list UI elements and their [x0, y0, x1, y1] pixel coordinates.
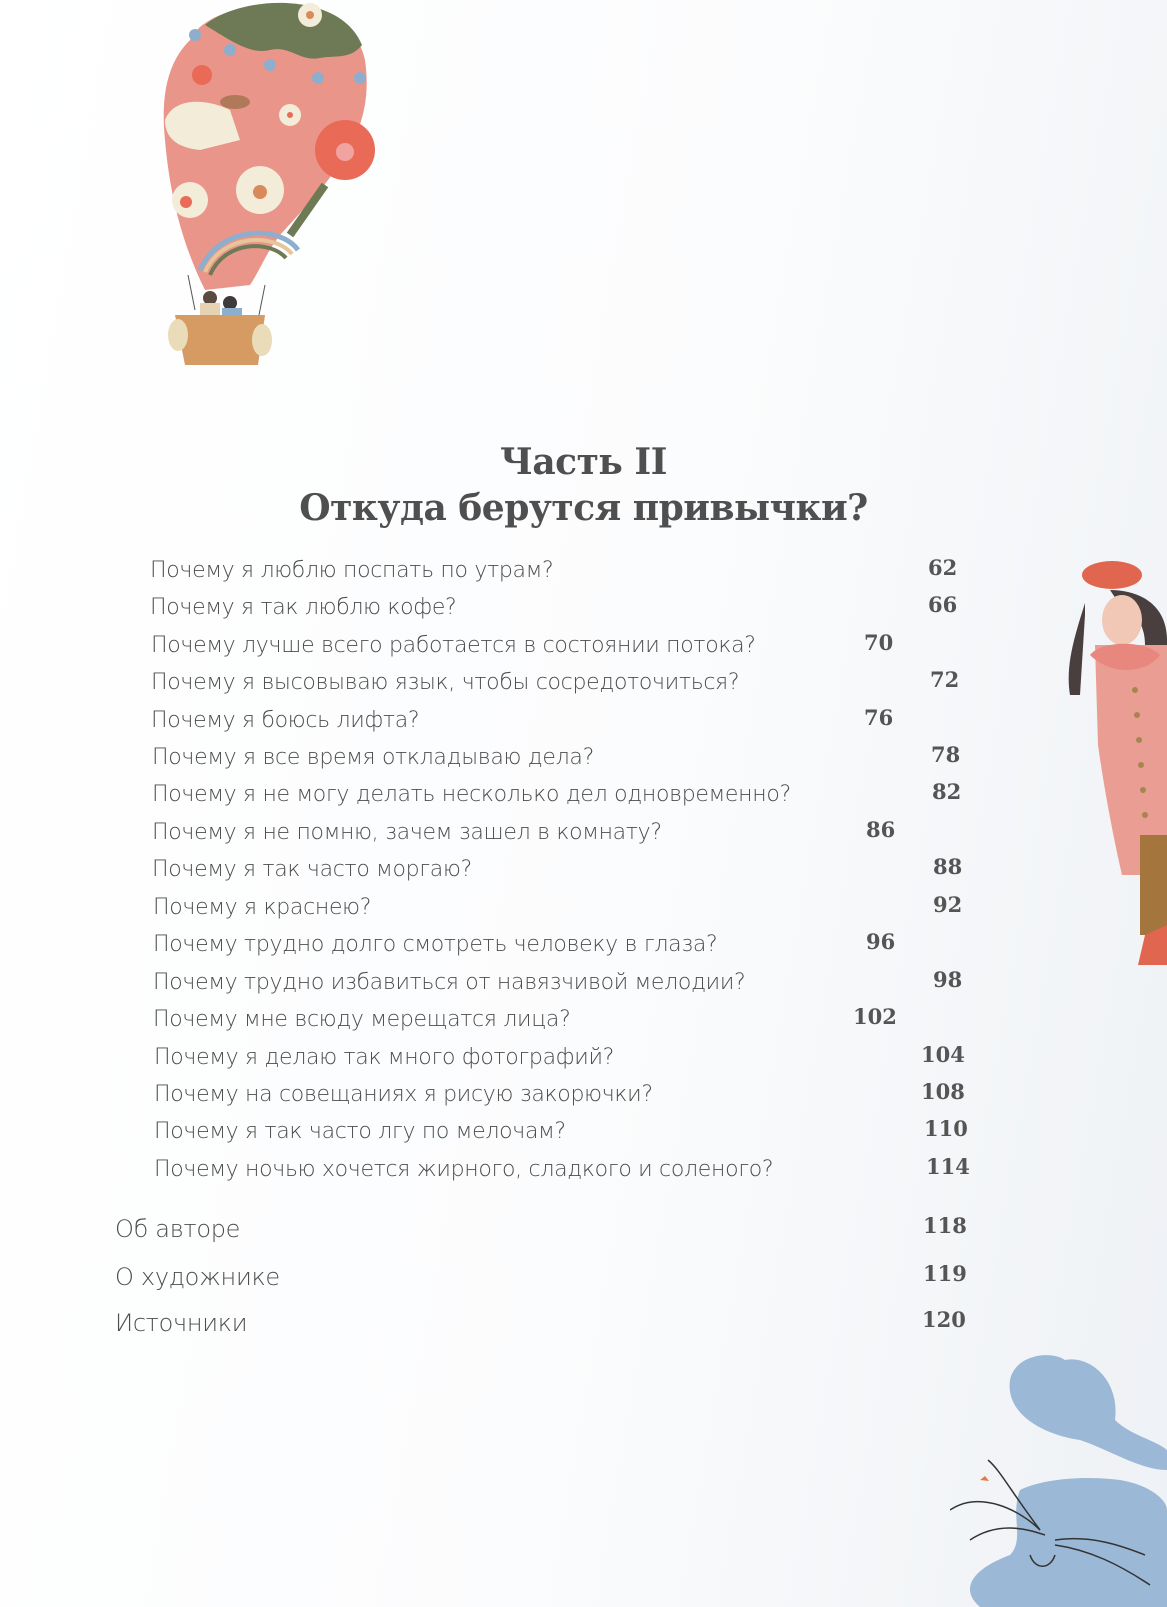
- toc-entry-page: 108: [921, 1079, 965, 1104]
- toc-entry[interactable]: [154, 1043, 974, 1079]
- toc-entry-title: Почему лучше всего работается в состоянии потока?: [151, 633, 756, 658]
- toc-entry-about-author[interactable]: [115, 1214, 975, 1250]
- toc-entry-title: Почему я так люблю кофе?: [150, 595, 457, 620]
- toc-entry[interactable]: [152, 743, 972, 779]
- toc-entry-title: Почему я не помню, зачем зашел в комнату?: [152, 820, 662, 845]
- toc-entry-title: Почему я так часто лгу по мелочам?: [154, 1119, 566, 1144]
- toc-entry-page: 66: [928, 592, 958, 617]
- toc-entry-title: Почему я так часто моргаю?: [152, 857, 472, 882]
- toc-entry-title: Почему я люблю поспать по утрам?: [150, 558, 554, 583]
- toc-entry[interactable]: [153, 1005, 973, 1041]
- toc-entry[interactable]: [151, 631, 971, 667]
- toc-entry-page: 114: [926, 1154, 970, 1179]
- part-heading: [0, 440, 1167, 532]
- toc-entry-title: Почему я все время откладываю дела?: [152, 745, 594, 770]
- toc-entry[interactable]: [152, 855, 972, 891]
- toc-entry-title: Почему я высовываю язык, чтобы сосредоточиться?: [151, 670, 740, 695]
- toc-entry-page: 98: [933, 967, 963, 992]
- toc-entry-page: 96: [866, 929, 896, 954]
- toc-entry-title: Источники: [115, 1309, 248, 1337]
- girl-in-pink-coat-illustration: [1050, 545, 1167, 965]
- toc-entry-page: 104: [921, 1042, 965, 1067]
- toc-entry[interactable]: [151, 706, 971, 742]
- toc-entry-title: Почему ночью хочется жирного, сладкого и соленого?: [154, 1157, 774, 1182]
- toc-entry[interactable]: [152, 780, 972, 816]
- toc-entry-title: О художнике: [115, 1263, 280, 1291]
- toc-entry-page: 82: [932, 779, 962, 804]
- toc-entry-page: 62: [928, 555, 958, 580]
- toc-entry-title: Почему я делаю так много фотографий?: [154, 1045, 615, 1070]
- toc-entry-title: Почему я боюсь лифта?: [151, 708, 420, 733]
- part-title: Откуда берутся привычки?: [299, 487, 868, 529]
- toc-entry-page: 120: [922, 1307, 966, 1332]
- toc-entry[interactable]: [152, 818, 972, 854]
- toc-entry-page: 88: [933, 854, 963, 879]
- toc-entry[interactable]: [150, 556, 970, 592]
- toc-entry[interactable]: [151, 668, 971, 704]
- toc-entry[interactable]: [153, 968, 973, 1004]
- toc-entry-title: Почему трудно долго смотреть человеку в глаза?: [153, 932, 718, 957]
- toc-entry[interactable]: [153, 893, 973, 929]
- toc-entry-page: 119: [923, 1261, 967, 1286]
- toc-entry-page: 76: [864, 705, 894, 730]
- toc-entry-page: 86: [866, 817, 896, 842]
- toc-entry[interactable]: [154, 1117, 974, 1153]
- toc-entry-page: 102: [853, 1004, 897, 1029]
- toc-entry[interactable]: [154, 1155, 974, 1191]
- toc-entry-title: Почему трудно избавиться от навязчивой мелодии?: [153, 970, 746, 995]
- toc-entry[interactable]: [153, 930, 973, 966]
- toc-entry-page: 78: [931, 742, 961, 767]
- hot-air-balloon-illustration: [150, 0, 380, 380]
- toc-entry-title: Почему я не могу делать несколько дел одновременно?: [152, 782, 791, 807]
- part-number: Часть II: [499, 441, 668, 483]
- toc-entry-page: 110: [924, 1116, 968, 1141]
- toc-entry[interactable]: [150, 593, 970, 629]
- toc-entry-page: 118: [923, 1213, 967, 1238]
- toc-entry-page: 72: [930, 667, 960, 692]
- blue-cat-illustration: [950, 1340, 1167, 1607]
- toc-entry-about-artist[interactable]: [115, 1262, 975, 1298]
- toc-entry-title: Почему мне всюду мерещатся лица?: [153, 1007, 571, 1032]
- toc-entry-title: Почему я краснею?: [153, 895, 372, 920]
- toc-entry[interactable]: [154, 1080, 974, 1116]
- toc-entry-sources[interactable]: [115, 1308, 975, 1344]
- toc-entry-page: 70: [864, 630, 894, 655]
- toc-entry-title: Об авторе: [115, 1215, 241, 1243]
- toc-entry-title: Почему на совещаниях я рисую закорючки?: [154, 1082, 653, 1107]
- toc-entry-page: 92: [933, 892, 963, 917]
